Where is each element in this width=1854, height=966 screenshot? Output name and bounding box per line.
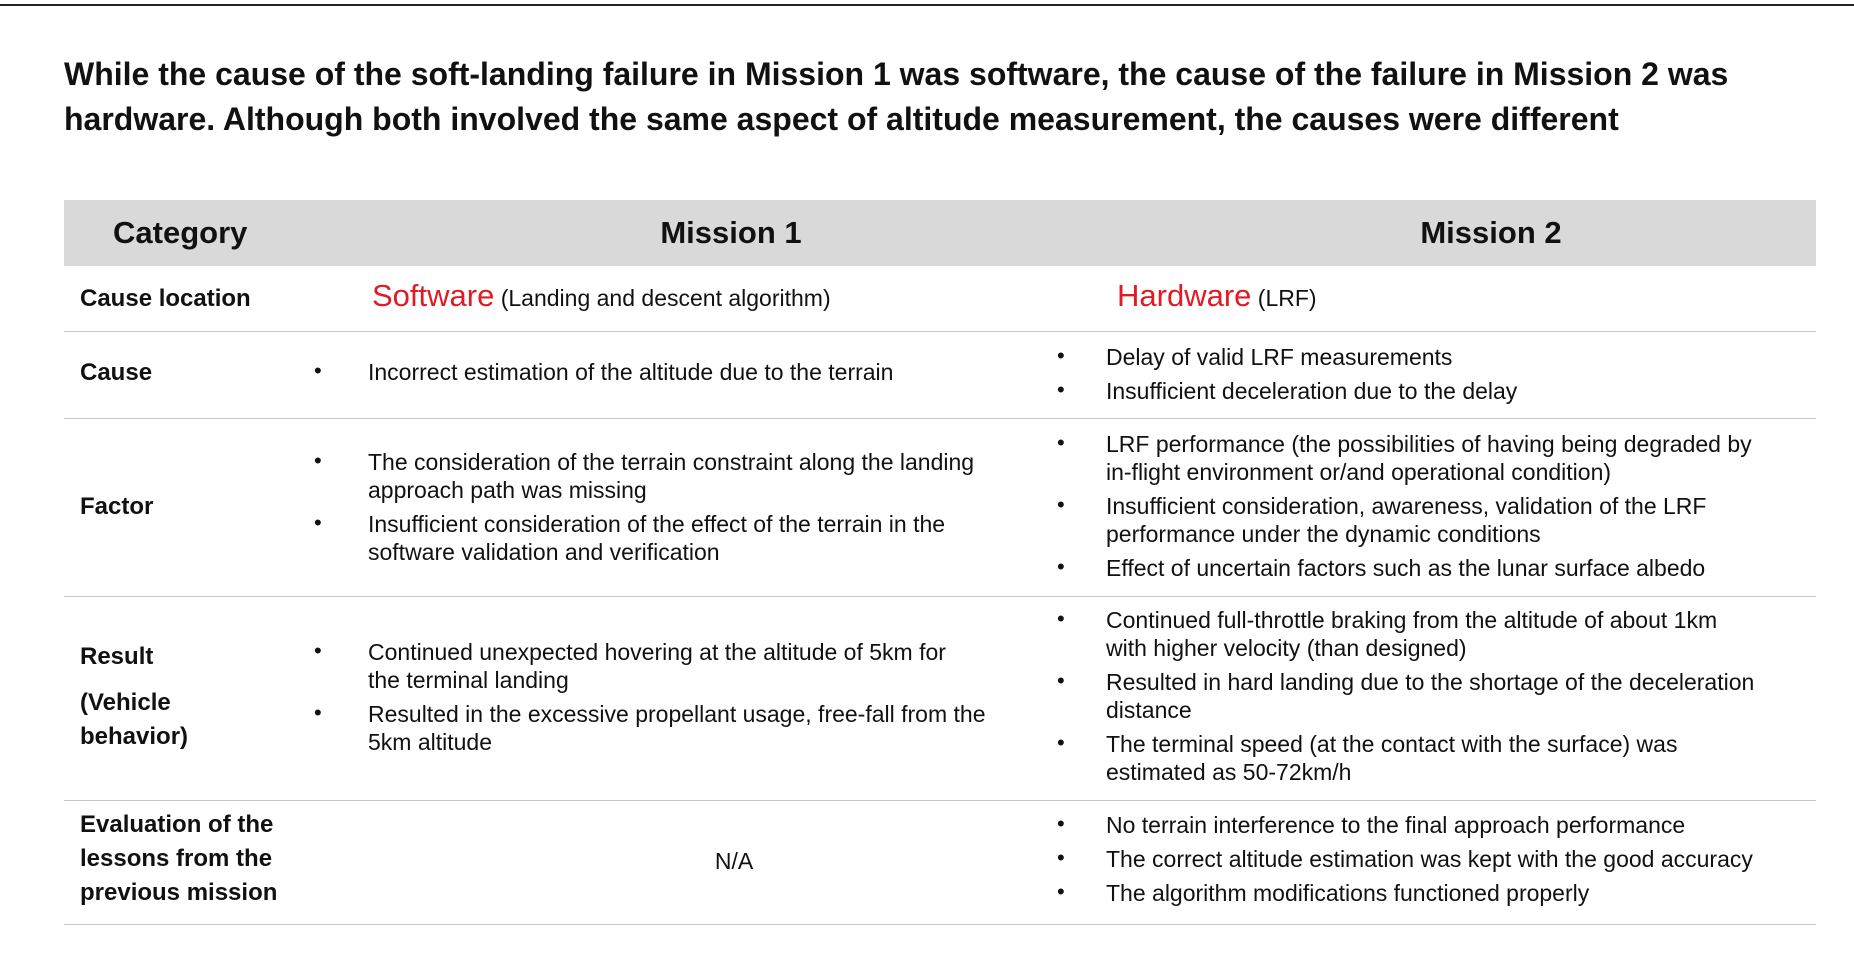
table-row-cause-location	[64, 266, 1816, 332]
list-item: • Resulted in hard landing due to the shortage of the deceleration distance	[1057, 668, 1755, 723]
list-item: • The terminal speed (at the contact with the surface) was estimated as 50-72km/h	[1057, 730, 1678, 785]
result-mission-2	[1057, 606, 1827, 792]
list-item: • Incorrect estimation of the altitude due to the terrain	[314, 358, 894, 385]
heading-line-2: hardware. Although both involved the same aspect of altitude measurement, the causes were different	[64, 101, 1619, 137]
row-label-cause-location: Cause location	[80, 285, 251, 312]
list-item: • Effect of uncertain factors such as the lunar surface albedo	[1057, 554, 1706, 581]
list-item: • Continued full-throttle braking from the altitude of about 1km with higher velocity (than designed)	[1057, 606, 1718, 661]
header-category: Category	[113, 215, 248, 250]
row-label-result: Result (Vehicle behavior)	[80, 643, 189, 750]
cause-mission-2	[1057, 343, 1827, 411]
top-rule	[0, 4, 1854, 6]
list-item: • Insufficient consideration, awareness, validation of the LRF performance under the dynamic conditions	[1057, 492, 1707, 547]
list-item: • Insufficient deceleration due to the delay	[1057, 377, 1518, 404]
cause-location-mission-1	[372, 278, 831, 314]
row-label-evaluation: Evaluation of the lessons from the previous mission	[80, 811, 278, 906]
software-highlight: Software	[372, 278, 495, 313]
table-row-evaluation	[64, 800, 1816, 925]
table-row-factor	[64, 418, 1816, 597]
list-item: • The correct altitude estimation was kept with the good accuracy	[1057, 845, 1753, 872]
list-item: • Insufficient consideration of the effect of the terrain in the software validation and verification	[314, 510, 946, 565]
header-mission-2: Mission 2	[1420, 215, 1562, 250]
list-item: • The algorithm modifications functioned properly	[1057, 879, 1590, 906]
row-label-factor: Factor	[80, 493, 154, 520]
heading-line-1: While the cause of the soft-landing failure in Mission 1 was software, the cause of the failure in Mission 2 was	[64, 56, 1729, 92]
cause-location-mission-2	[1117, 278, 1317, 314]
evaluation-mission-2	[1057, 811, 1827, 913]
row-label-cause: Cause	[80, 359, 153, 386]
hardware-detail: (LRF)	[1257, 285, 1317, 311]
result-mission-1	[314, 638, 1094, 762]
list-item: • LRF performance (the possibilities of having being degraded by in-flight environment or/and operational condition)	[1057, 430, 1752, 485]
table-row-result	[64, 596, 1816, 801]
hardware-highlight: Hardware	[1117, 278, 1252, 313]
table-header-row	[64, 200, 1816, 266]
table-row-cause	[64, 331, 1816, 419]
factor-mission-1	[314, 448, 1094, 572]
list-item: • Resulted in the excessive propellant usage, free-fall from the 5km altitude	[314, 700, 986, 755]
cause-mission-1	[314, 358, 1094, 392]
factor-mission-2	[1057, 430, 1827, 588]
list-item: • Continued unexpected hovering at the altitude of 5km for the terminal landing	[314, 638, 946, 693]
list-item: • Delay of valid LRF measurements	[1057, 343, 1453, 370]
list-item: • The consideration of the terrain constraint along the landing approach path was missing	[314, 448, 975, 503]
header-mission-1: Mission 1	[660, 215, 802, 250]
slide-heading	[64, 52, 1804, 142]
list-item: • No terrain interference to the final approach performance	[1057, 811, 1686, 838]
evaluation-mission-1-na: N/A	[714, 848, 754, 874]
software-detail: (Landing and descent algorithm)	[500, 285, 831, 311]
